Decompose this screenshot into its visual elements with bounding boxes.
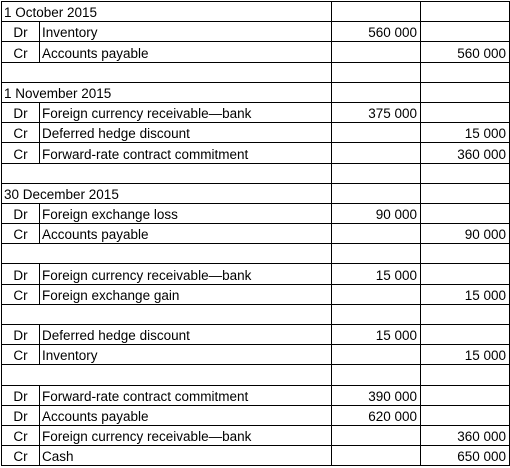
credit-amount: 15 000 [421, 345, 510, 365]
account-name: Cash [40, 446, 332, 466]
dr-cr-marker: Cr [2, 224, 40, 244]
dr-cr-marker: Cr [2, 284, 40, 304]
date-row [2, 2, 510, 22]
journal-line [2, 325, 510, 345]
account-name: Foreign currency receivable—bank [40, 102, 332, 122]
debit-amount: 620 000 [332, 405, 421, 425]
credit-amount: 650 000 [421, 446, 510, 466]
dr-cr-marker: Dr [2, 405, 40, 425]
journal-line [2, 385, 510, 405]
debit-cell [332, 183, 421, 203]
account-name: Accounts payable [40, 405, 332, 425]
credit-amount [421, 325, 510, 345]
credit-amount: 90 000 [421, 224, 510, 244]
credit-amount [421, 385, 510, 405]
journal-line [2, 446, 510, 466]
dr-cr-marker: Cr [2, 345, 40, 365]
debit-amount: 375 000 [332, 102, 421, 122]
journal-line [2, 102, 510, 122]
date-row [2, 183, 510, 203]
account-name: Inventory [40, 22, 332, 42]
account-name: Foreign exchange loss [40, 203, 332, 223]
debit-amount: 390 000 [332, 385, 421, 405]
journal-line [2, 203, 510, 223]
journal-line [2, 345, 510, 365]
dr-cr-marker: Dr [2, 102, 40, 122]
debit-amount: 560 000 [332, 22, 421, 42]
dr-cr-marker: Cr [2, 143, 40, 163]
credit-amount [421, 102, 510, 122]
journal-line [2, 22, 510, 42]
account-name: Accounts payable [40, 224, 332, 244]
dr-cr-marker: Dr [2, 264, 40, 284]
spacer-row [2, 244, 510, 264]
credit-amount [421, 264, 510, 284]
debit-cell [332, 2, 421, 22]
journal-line [2, 42, 510, 62]
credit-amount [421, 405, 510, 425]
account-name: Foreign currency receivable—bank [40, 264, 332, 284]
account-name: Deferred hedge discount [40, 123, 332, 143]
credit-amount [421, 203, 510, 223]
spacer-row [2, 304, 510, 324]
debit-cell [332, 82, 421, 102]
journal-line [2, 143, 510, 163]
spacer-row [2, 62, 510, 82]
debit-amount [332, 446, 421, 466]
entry-date: 1 October 2015 [2, 2, 332, 22]
journal-line [2, 264, 510, 284]
account-name: Accounts payable [40, 42, 332, 62]
journal-line [2, 284, 510, 304]
dr-cr-marker: Cr [2, 42, 40, 62]
debit-amount [332, 143, 421, 163]
credit-amount: 560 000 [421, 42, 510, 62]
credit-cell [421, 82, 510, 102]
account-name: Deferred hedge discount [40, 325, 332, 345]
dr-cr-marker: Cr [2, 446, 40, 466]
dr-cr-marker: Cr [2, 425, 40, 445]
journal-line [2, 405, 510, 425]
credit-amount: 15 000 [421, 123, 510, 143]
dr-cr-marker: Dr [2, 203, 40, 223]
debit-amount [332, 42, 421, 62]
account-name: Forward-rate contract commitment [40, 143, 332, 163]
debit-amount [332, 425, 421, 445]
journal-line [2, 224, 510, 244]
dr-cr-marker: Cr [2, 123, 40, 143]
dr-cr-marker: Dr [2, 385, 40, 405]
debit-amount: 90 000 [332, 203, 421, 223]
credit-cell [421, 183, 510, 203]
account-name: Foreign currency receivable—bank [40, 425, 332, 445]
credit-cell [421, 2, 510, 22]
debit-amount [332, 224, 421, 244]
account-name: Foreign exchange gain [40, 284, 332, 304]
journal-entries-table [1, 1, 510, 466]
account-name: Forward-rate contract commitment [40, 385, 332, 405]
journal-line [2, 425, 510, 445]
debit-amount: 15 000 [332, 325, 421, 345]
debit-amount [332, 123, 421, 143]
dr-cr-marker: Dr [2, 22, 40, 42]
entry-date: 30 December 2015 [2, 183, 332, 203]
credit-amount: 15 000 [421, 284, 510, 304]
journal-line [2, 123, 510, 143]
debit-amount: 15 000 [332, 264, 421, 284]
account-name: Inventory [40, 345, 332, 365]
credit-amount [421, 22, 510, 42]
debit-amount [332, 345, 421, 365]
debit-amount [332, 284, 421, 304]
spacer-row [2, 163, 510, 183]
credit-amount: 360 000 [421, 143, 510, 163]
entry-date: 1 November 2015 [2, 82, 332, 102]
credit-amount: 360 000 [421, 425, 510, 445]
date-row [2, 82, 510, 102]
spacer-row [2, 365, 510, 385]
dr-cr-marker: Dr [2, 325, 40, 345]
